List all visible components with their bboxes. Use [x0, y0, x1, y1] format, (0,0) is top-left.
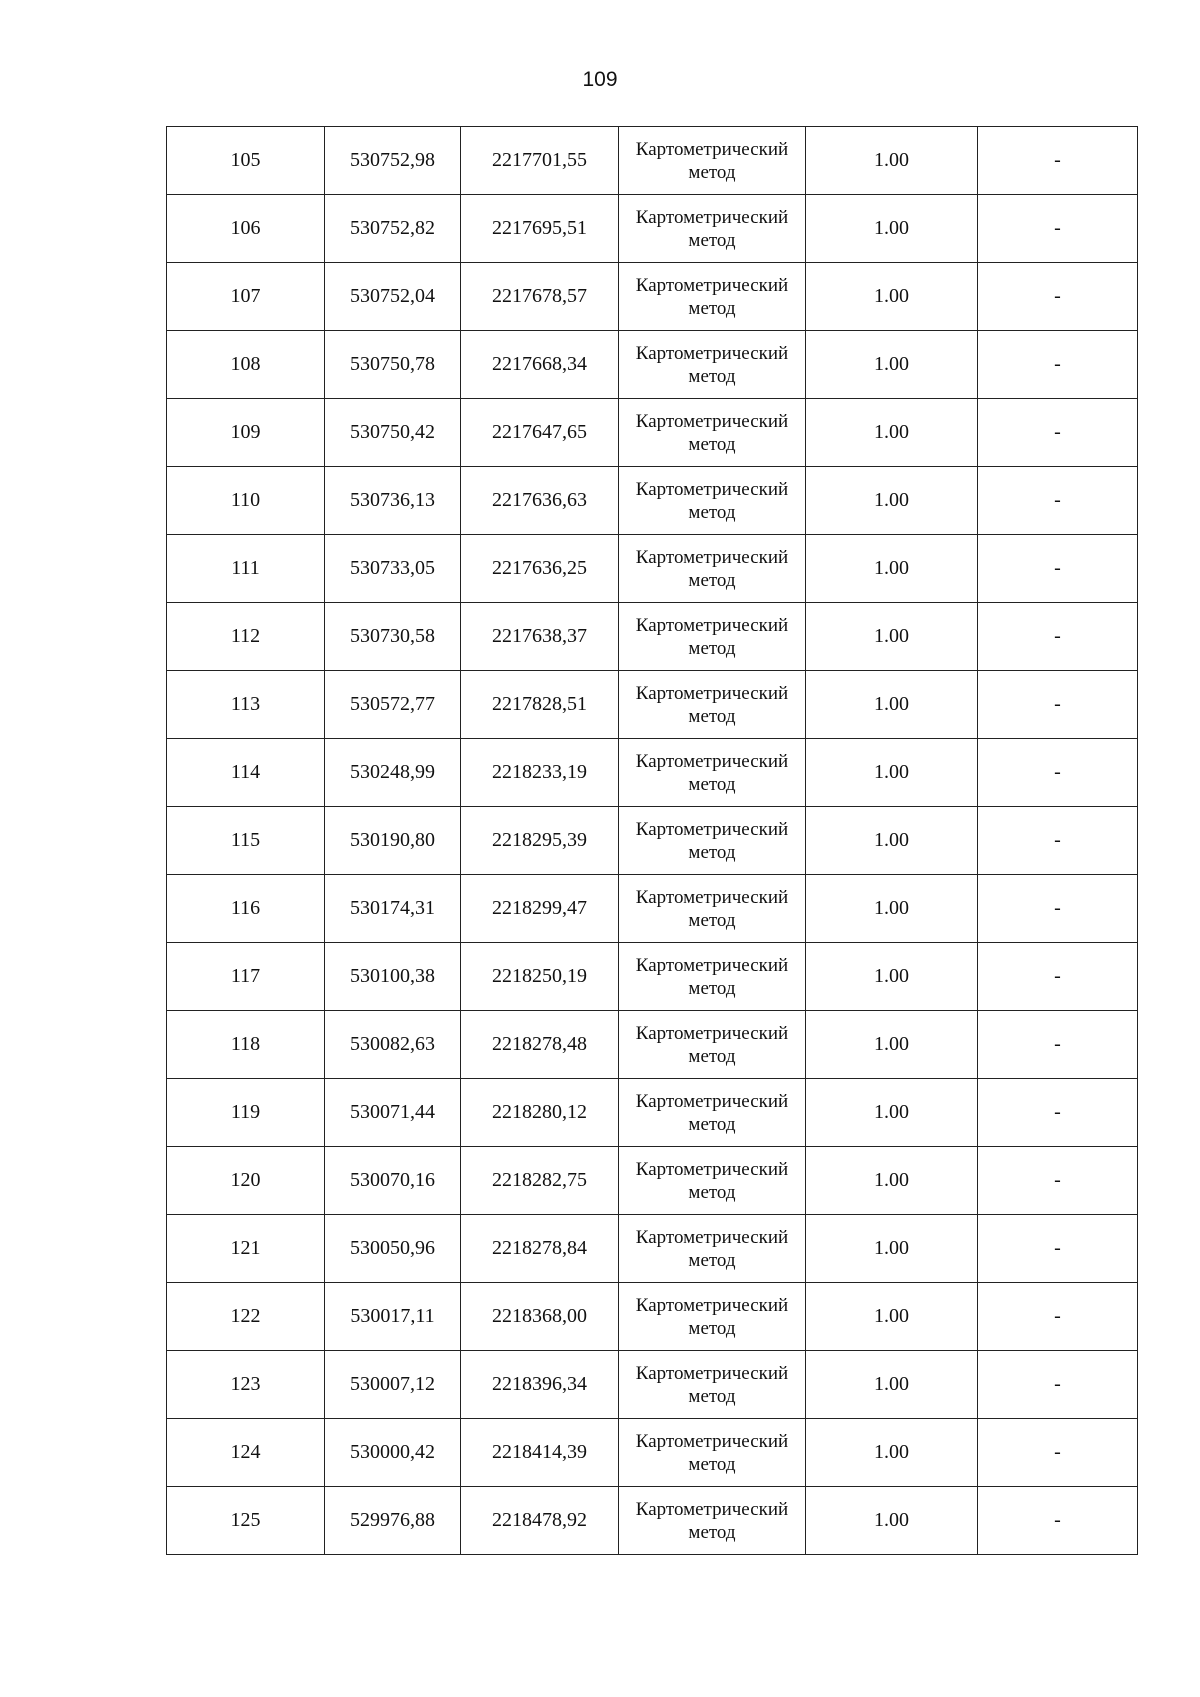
method-line-1: Картометрический [635, 342, 789, 364]
method-line-2: метод [688, 569, 736, 591]
note-cell: - [978, 671, 1138, 739]
note-cell: - [978, 943, 1138, 1011]
point-number-cell: 112 [167, 603, 325, 671]
point-number-cell: 114 [167, 739, 325, 807]
y-coordinate-cell: 2218233,19 [461, 739, 619, 807]
method-line-1: Картометрический [635, 1226, 789, 1248]
coordinates-table [166, 126, 1138, 1555]
note-cell: - [978, 535, 1138, 603]
x-coordinate-cell: 530000,42 [325, 1419, 461, 1487]
method-line-2: метод [688, 1113, 736, 1135]
y-coordinate-cell: 2217638,37 [461, 603, 619, 671]
accuracy-cell: 1.00 [806, 1147, 978, 1215]
point-number-cell: 116 [167, 875, 325, 943]
method-line-2: метод [688, 773, 736, 795]
method-cell [619, 1487, 806, 1555]
point-number-cell: 125 [167, 1487, 325, 1555]
method-line-2: метод [688, 1317, 736, 1339]
table-row [167, 1215, 1138, 1283]
table-row [167, 1351, 1138, 1419]
x-coordinate-cell: 530750,42 [325, 399, 461, 467]
table-row [167, 1011, 1138, 1079]
y-coordinate-cell: 2217701,55 [461, 127, 619, 195]
method-line-2: метод [688, 297, 736, 319]
note-cell: - [978, 1351, 1138, 1419]
x-coordinate-cell: 530071,44 [325, 1079, 461, 1147]
method-line-1: Картометрический [635, 1090, 789, 1112]
method-line-2: метод [688, 841, 736, 863]
accuracy-cell: 1.00 [806, 739, 978, 807]
method-line-1: Картометрический [635, 478, 789, 500]
x-coordinate-cell: 530572,77 [325, 671, 461, 739]
x-coordinate-cell: 530730,58 [325, 603, 461, 671]
table-row [167, 739, 1138, 807]
method-cell [619, 127, 806, 195]
note-cell: - [978, 399, 1138, 467]
accuracy-cell: 1.00 [806, 671, 978, 739]
y-coordinate-cell: 2217678,57 [461, 263, 619, 331]
method-line-1: Картометрический [635, 1362, 789, 1384]
method-line-1: Картометрический [635, 138, 789, 160]
method-line-2: метод [688, 977, 736, 999]
table-row [167, 1079, 1138, 1147]
method-line-2: метод [688, 1045, 736, 1067]
method-line-2: метод [688, 365, 736, 387]
method-cell [619, 399, 806, 467]
accuracy-cell: 1.00 [806, 1079, 978, 1147]
accuracy-cell: 1.00 [806, 263, 978, 331]
point-number-cell: 110 [167, 467, 325, 535]
table-row [167, 1283, 1138, 1351]
x-coordinate-cell: 530733,05 [325, 535, 461, 603]
table-row [167, 331, 1138, 399]
x-coordinate-cell: 530007,12 [325, 1351, 461, 1419]
method-line-2: метод [688, 229, 736, 251]
y-coordinate-cell: 2218278,48 [461, 1011, 619, 1079]
method-line-2: метод [688, 1385, 736, 1407]
table-row [167, 127, 1138, 195]
accuracy-cell: 1.00 [806, 535, 978, 603]
y-coordinate-cell: 2218282,75 [461, 1147, 619, 1215]
point-number-cell: 111 [167, 535, 325, 603]
method-line-1: Картометрический [635, 614, 789, 636]
method-line-2: метод [688, 1521, 736, 1543]
note-cell: - [978, 467, 1138, 535]
note-cell: - [978, 739, 1138, 807]
table-row [167, 467, 1138, 535]
y-coordinate-cell: 2217668,34 [461, 331, 619, 399]
note-cell: - [978, 603, 1138, 671]
table-row [167, 1147, 1138, 1215]
method-line-1: Картометрический [635, 1498, 789, 1520]
table-row [167, 875, 1138, 943]
accuracy-cell: 1.00 [806, 467, 978, 535]
note-cell: - [978, 1147, 1138, 1215]
method-line-1: Картометрический [635, 818, 789, 840]
table-row [167, 535, 1138, 603]
method-cell [619, 739, 806, 807]
x-coordinate-cell: 530174,31 [325, 875, 461, 943]
method-cell [619, 1215, 806, 1283]
accuracy-cell: 1.00 [806, 1283, 978, 1351]
y-coordinate-cell: 2218250,19 [461, 943, 619, 1011]
accuracy-cell: 1.00 [806, 399, 978, 467]
x-coordinate-cell: 530752,82 [325, 195, 461, 263]
y-coordinate-cell: 2217636,63 [461, 467, 619, 535]
coordinates-table-body [167, 127, 1138, 1555]
y-coordinate-cell: 2217636,25 [461, 535, 619, 603]
point-number-cell: 124 [167, 1419, 325, 1487]
point-number-cell: 107 [167, 263, 325, 331]
method-cell [619, 1147, 806, 1215]
y-coordinate-cell: 2218414,39 [461, 1419, 619, 1487]
note-cell: - [978, 807, 1138, 875]
table-row [167, 399, 1138, 467]
point-number-cell: 122 [167, 1283, 325, 1351]
method-cell [619, 263, 806, 331]
point-number-cell: 121 [167, 1215, 325, 1283]
point-number-cell: 109 [167, 399, 325, 467]
method-line-1: Картометрический [635, 682, 789, 704]
point-number-cell: 106 [167, 195, 325, 263]
method-line-2: метод [688, 161, 736, 183]
point-number-cell: 123 [167, 1351, 325, 1419]
y-coordinate-cell: 2218396,34 [461, 1351, 619, 1419]
method-line-1: Картометрический [635, 206, 789, 228]
note-cell: - [978, 1011, 1138, 1079]
method-line-1: Картометрический [635, 954, 789, 976]
table-row [167, 263, 1138, 331]
x-coordinate-cell: 530070,16 [325, 1147, 461, 1215]
accuracy-cell: 1.00 [806, 1419, 978, 1487]
method-line-1: Картометрический [635, 1158, 789, 1180]
accuracy-cell: 1.00 [806, 1487, 978, 1555]
table-row [167, 807, 1138, 875]
method-cell [619, 1351, 806, 1419]
method-line-1: Картометрический [635, 1294, 789, 1316]
method-line-1: Картометрический [635, 274, 789, 296]
method-cell [619, 195, 806, 263]
accuracy-cell: 1.00 [806, 807, 978, 875]
accuracy-cell: 1.00 [806, 1351, 978, 1419]
x-coordinate-cell: 530100,38 [325, 943, 461, 1011]
method-cell [619, 467, 806, 535]
y-coordinate-cell: 2217695,51 [461, 195, 619, 263]
y-coordinate-cell: 2218299,47 [461, 875, 619, 943]
table-row [167, 1487, 1138, 1555]
y-coordinate-cell: 2217828,51 [461, 671, 619, 739]
accuracy-cell: 1.00 [806, 331, 978, 399]
point-number-cell: 108 [167, 331, 325, 399]
table-row [167, 195, 1138, 263]
method-line-2: метод [688, 909, 736, 931]
accuracy-cell: 1.00 [806, 195, 978, 263]
accuracy-cell: 1.00 [806, 603, 978, 671]
method-line-1: Картометрический [635, 886, 789, 908]
method-cell [619, 331, 806, 399]
method-line-2: метод [688, 1453, 736, 1475]
method-cell [619, 1419, 806, 1487]
x-coordinate-cell: 530190,80 [325, 807, 461, 875]
method-cell [619, 875, 806, 943]
x-coordinate-cell: 530050,96 [325, 1215, 461, 1283]
method-line-2: метод [688, 1181, 736, 1203]
page-number: 109 [582, 68, 618, 91]
y-coordinate-cell: 2218478,92 [461, 1487, 619, 1555]
method-line-2: метод [688, 705, 736, 727]
accuracy-cell: 1.00 [806, 875, 978, 943]
x-coordinate-cell: 530248,99 [325, 739, 461, 807]
x-coordinate-cell: 530736,13 [325, 467, 461, 535]
method-line-1: Картометрический [635, 750, 789, 772]
method-cell [619, 943, 806, 1011]
method-line-1: Картометрический [635, 410, 789, 432]
method-line-1: Картометрический [635, 1430, 789, 1452]
x-coordinate-cell: 530752,04 [325, 263, 461, 331]
method-cell [619, 671, 806, 739]
point-number-cell: 117 [167, 943, 325, 1011]
y-coordinate-cell: 2217647,65 [461, 399, 619, 467]
point-number-cell: 118 [167, 1011, 325, 1079]
method-line-1: Картометрический [635, 1022, 789, 1044]
accuracy-cell: 1.00 [806, 1215, 978, 1283]
note-cell: - [978, 1079, 1138, 1147]
note-cell: - [978, 1215, 1138, 1283]
table-row [167, 671, 1138, 739]
accuracy-cell: 1.00 [806, 1011, 978, 1079]
accuracy-cell: 1.00 [806, 943, 978, 1011]
point-number-cell: 119 [167, 1079, 325, 1147]
method-line-2: метод [688, 637, 736, 659]
x-coordinate-cell: 529976,88 [325, 1487, 461, 1555]
note-cell: - [978, 127, 1138, 195]
method-line-2: метод [688, 433, 736, 455]
accuracy-cell: 1.00 [806, 127, 978, 195]
method-line-1: Картометрический [635, 546, 789, 568]
y-coordinate-cell: 2218368,00 [461, 1283, 619, 1351]
note-cell: - [978, 195, 1138, 263]
note-cell: - [978, 263, 1138, 331]
method-cell [619, 535, 806, 603]
note-cell: - [978, 1419, 1138, 1487]
note-cell: - [978, 331, 1138, 399]
x-coordinate-cell: 530017,11 [325, 1283, 461, 1351]
method-cell [619, 603, 806, 671]
method-cell [619, 807, 806, 875]
point-number-cell: 115 [167, 807, 325, 875]
x-coordinate-cell: 530082,63 [325, 1011, 461, 1079]
x-coordinate-cell: 530752,98 [325, 127, 461, 195]
note-cell: - [978, 1283, 1138, 1351]
note-cell: - [978, 875, 1138, 943]
note-cell: - [978, 1487, 1138, 1555]
method-cell [619, 1079, 806, 1147]
table-row [167, 603, 1138, 671]
table-row [167, 1419, 1138, 1487]
x-coordinate-cell: 530750,78 [325, 331, 461, 399]
method-line-2: метод [688, 501, 736, 523]
point-number-cell: 120 [167, 1147, 325, 1215]
y-coordinate-cell: 2218295,39 [461, 807, 619, 875]
y-coordinate-cell: 2218280,12 [461, 1079, 619, 1147]
point-number-cell: 105 [167, 127, 325, 195]
method-cell [619, 1011, 806, 1079]
y-coordinate-cell: 2218278,84 [461, 1215, 619, 1283]
point-number-cell: 113 [167, 671, 325, 739]
method-cell [619, 1283, 806, 1351]
table-row [167, 943, 1138, 1011]
method-line-2: метод [688, 1249, 736, 1271]
